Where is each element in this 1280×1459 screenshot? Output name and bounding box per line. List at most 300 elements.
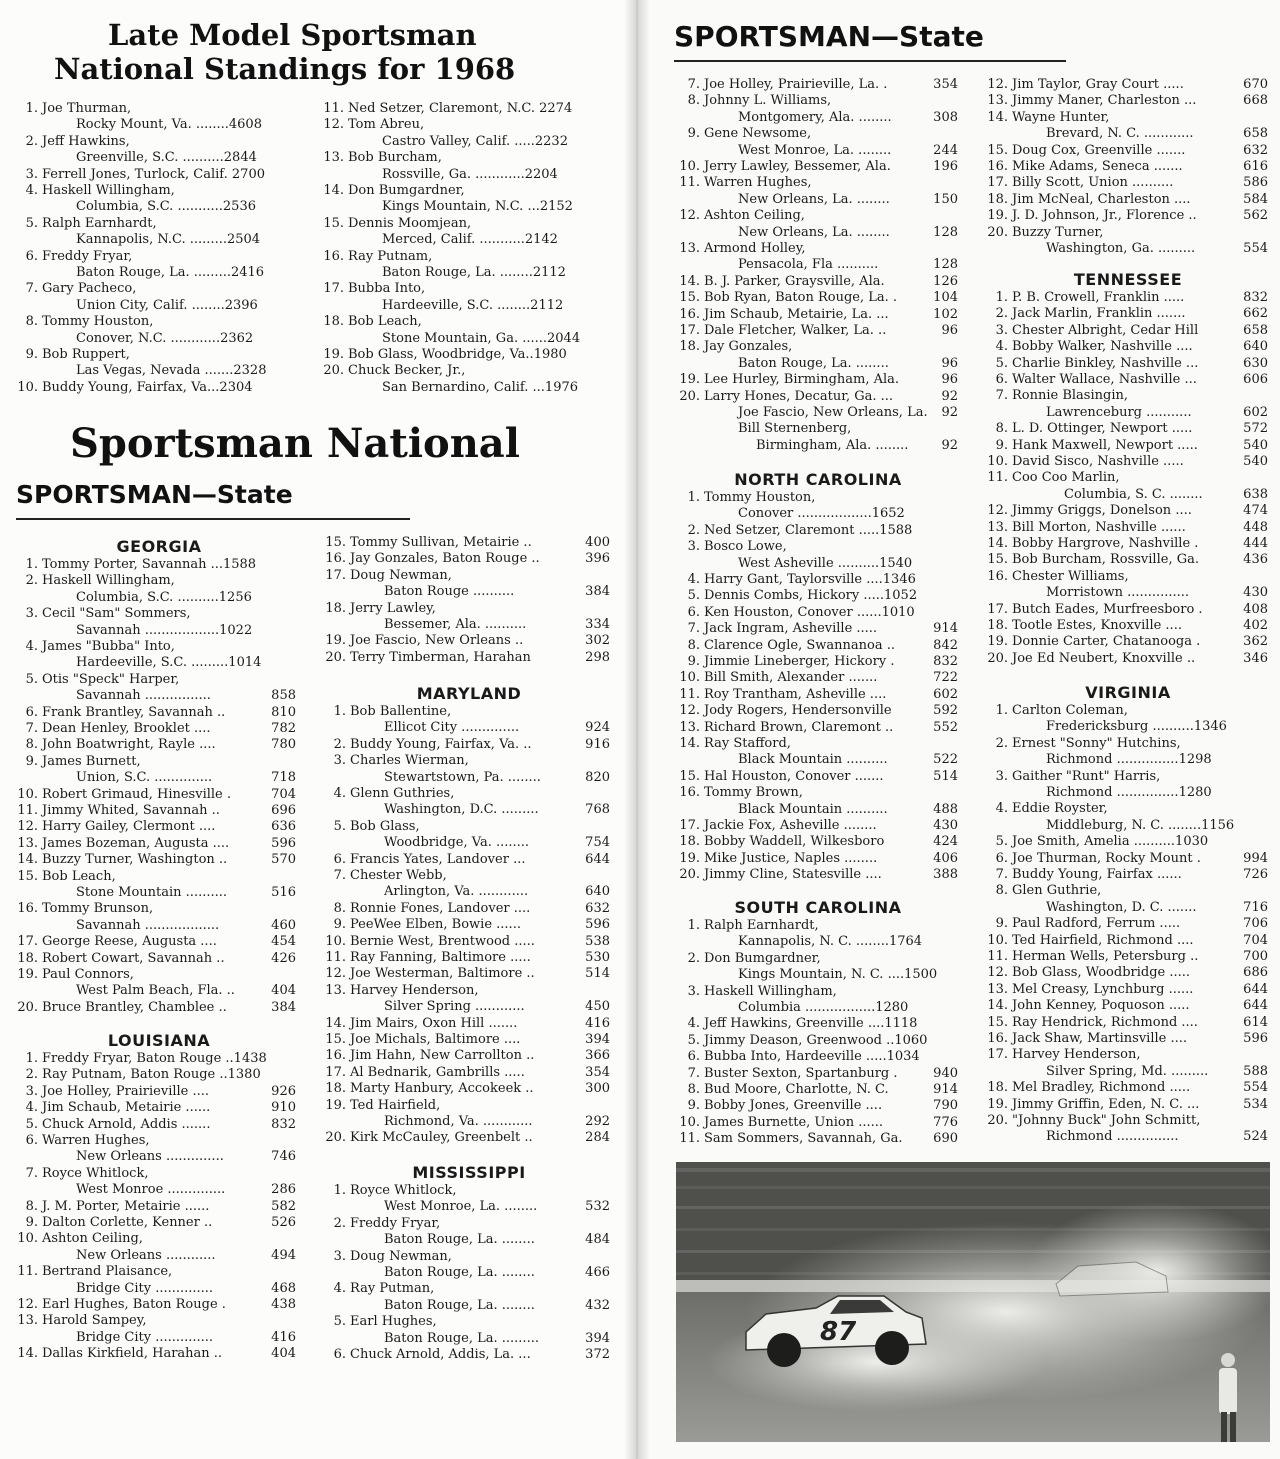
standings-row bbox=[676, 126, 958, 142]
rank-number: 9. bbox=[333, 917, 346, 933]
rank-number: 11. bbox=[679, 686, 700, 702]
standings-row-continuation bbox=[322, 584, 610, 600]
driver-entry: Bill Morton, Nashville ...... bbox=[1012, 519, 1186, 535]
standings-row bbox=[320, 314, 612, 330]
driver-entry: Jimmy Whited, Savannah .. bbox=[42, 803, 220, 818]
standings-row bbox=[984, 965, 1268, 981]
driver-entry: Ray Putman, bbox=[350, 1281, 435, 1297]
rank-number: 14. bbox=[679, 736, 700, 751]
rank-number: 10. bbox=[325, 933, 346, 949]
rank-number: 14. bbox=[987, 536, 1008, 551]
standings-row-continuation bbox=[984, 785, 1268, 801]
rank-number: 16. bbox=[987, 568, 1008, 584]
driver-entry: Ashton Ceiling, bbox=[42, 1231, 143, 1247]
standings-row-continuation bbox=[14, 1149, 296, 1165]
driver-entry: Ken Houston, Conover ......1010 bbox=[704, 604, 915, 620]
driver-entry: Johnny L. Williams, bbox=[704, 93, 832, 109]
rank-number: 18. bbox=[679, 339, 700, 355]
standings-row-continuation bbox=[14, 117, 300, 133]
photo-car-number: 87 bbox=[820, 1317, 857, 1347]
standings-row bbox=[322, 704, 610, 720]
points-value: 488 bbox=[933, 801, 958, 817]
rank-number: 18. bbox=[987, 618, 1008, 633]
standings-row-continuation bbox=[676, 438, 958, 454]
rank-number: 7. bbox=[687, 77, 700, 92]
standings-row bbox=[14, 787, 296, 803]
driver-entry: Bessemer, Ala. .......... bbox=[384, 617, 527, 632]
standings-row bbox=[984, 569, 1268, 585]
standings-row bbox=[984, 651, 1268, 667]
rank-number: 9. bbox=[25, 1215, 38, 1230]
standings-row bbox=[676, 539, 958, 555]
driver-entry: Middleburg, N. C. ........1156 bbox=[1046, 817, 1235, 833]
driver-entry: Black Mountain .......... bbox=[738, 801, 888, 817]
rank-number: 15. bbox=[323, 215, 344, 231]
standings-row bbox=[320, 117, 612, 133]
driver-entry: Armond Holley, bbox=[704, 241, 806, 256]
points-value: 716 bbox=[1243, 899, 1268, 915]
standings-row bbox=[676, 785, 958, 801]
standings-row bbox=[676, 290, 958, 306]
standings-row bbox=[14, 1166, 296, 1182]
rank-number: 12. bbox=[17, 819, 38, 835]
standings-row bbox=[14, 1133, 296, 1149]
points-value: 298 bbox=[585, 649, 610, 665]
standings-row bbox=[984, 470, 1268, 486]
standings-row bbox=[322, 753, 610, 769]
standings-row bbox=[984, 503, 1268, 519]
driver-entry: Tootle Estes, Knoxville .... bbox=[1012, 618, 1182, 633]
standings-row-continuation bbox=[676, 934, 958, 950]
rank-number: 2. bbox=[25, 573, 38, 589]
rank-number: 5. bbox=[995, 355, 1008, 371]
standings-row-continuation bbox=[14, 623, 296, 639]
driver-entry: Morristown ............... bbox=[1046, 585, 1190, 601]
points-value: 582 bbox=[271, 1198, 296, 1214]
rank-number: 7. bbox=[687, 1065, 700, 1081]
points-value: 832 bbox=[933, 654, 958, 669]
driver-entry: Richmond, Va. ............ bbox=[384, 1114, 533, 1129]
rank-number: 8. bbox=[687, 1082, 700, 1097]
driver-entry: Freddy Fryar, bbox=[42, 248, 133, 264]
rank-number: 18. bbox=[679, 834, 700, 850]
standings-row bbox=[984, 323, 1268, 339]
standings-row bbox=[320, 101, 612, 117]
rank-number: 8. bbox=[25, 314, 38, 330]
points-value: 810 bbox=[271, 704, 296, 720]
sportsman-national-title: Sportsman National bbox=[70, 420, 520, 467]
standings-row-continuation bbox=[320, 232, 612, 248]
points-value: 540 bbox=[1243, 454, 1268, 469]
standings-row-continuation bbox=[676, 192, 958, 208]
standings-row bbox=[322, 568, 610, 584]
points-value: 704 bbox=[1243, 932, 1268, 948]
points-value: 532 bbox=[585, 1199, 610, 1215]
rank-number: 16. bbox=[679, 306, 700, 322]
points-value: 820 bbox=[585, 769, 610, 785]
rank-number: 14. bbox=[987, 109, 1008, 125]
standings-row bbox=[14, 639, 296, 655]
driver-entry: Earl Hughes, Baton Rouge . bbox=[42, 1297, 226, 1312]
driver-entry: Birmingham, Ala. ........ bbox=[756, 437, 909, 453]
rank-number: 11. bbox=[17, 803, 38, 818]
driver-entry: Tommy Houston, bbox=[704, 490, 816, 505]
driver-entry: Robert Cowart, Savannah .. bbox=[42, 950, 225, 966]
points-value: 780 bbox=[271, 737, 296, 753]
points-value: 668 bbox=[1243, 93, 1268, 109]
standings-row bbox=[676, 208, 958, 224]
driver-entry: Bob Ryan, Baton Rouge, La. . bbox=[704, 290, 898, 306]
driver-entry: Gene Newsome, bbox=[704, 126, 812, 142]
points-value: 92 bbox=[941, 388, 958, 404]
driver-entry: Robert Grimaud, Hinesville . bbox=[42, 786, 232, 802]
driver-entry: Bob Burcham, Rossville, Ga. bbox=[1012, 552, 1199, 568]
rank-number: 6. bbox=[995, 372, 1008, 387]
standings-row bbox=[14, 1199, 296, 1215]
points-value: 444 bbox=[1243, 536, 1268, 551]
title-rule-right bbox=[674, 60, 1066, 62]
standings-row-continuation bbox=[984, 900, 1268, 916]
driver-entry: Bertrand Plaisance, bbox=[42, 1264, 173, 1280]
points-value: 754 bbox=[585, 835, 610, 851]
rank-number: 1. bbox=[25, 101, 38, 116]
rank-number: 5. bbox=[333, 1314, 346, 1330]
standings-row-continuation bbox=[984, 719, 1268, 735]
points-value: 554 bbox=[1243, 1080, 1268, 1096]
driver-entry: Ray Fanning, Baltimore ..... bbox=[350, 950, 531, 965]
points-value: 96 bbox=[941, 323, 958, 338]
points-value: 494 bbox=[271, 1247, 296, 1263]
driver-entry: Baton Rouge, La. ........ bbox=[384, 1265, 535, 1280]
standings-row-continuation bbox=[320, 134, 612, 150]
points-value: 292 bbox=[585, 1114, 610, 1129]
points-value: 592 bbox=[933, 703, 958, 719]
driver-entry: West Monroe .............. bbox=[76, 1182, 226, 1198]
driver-entry: Chuck Arnold, Addis, La. ... bbox=[350, 1347, 531, 1362]
driver-entry: Silver Spring, Md. ......... bbox=[1046, 1063, 1209, 1079]
standings-row bbox=[984, 618, 1268, 634]
driver-entry: Bob Burcham, bbox=[348, 150, 442, 166]
driver-entry: Ned Setzer, Claremont, N.C. 2274 bbox=[348, 101, 573, 116]
standings-row bbox=[322, 1130, 610, 1146]
standings-row-continuation bbox=[320, 265, 612, 281]
driver-entry: New Orleans ............ bbox=[76, 1247, 216, 1263]
points-value: 366 bbox=[585, 1048, 610, 1064]
points-value: 644 bbox=[1243, 981, 1268, 997]
driver-entry: Lawrenceburg ........... bbox=[1046, 404, 1192, 420]
driver-entry: Bobby Jones, Greenville .... bbox=[704, 1098, 883, 1114]
standings-row bbox=[676, 1033, 958, 1049]
points-value: 406 bbox=[933, 850, 958, 866]
points-value: 662 bbox=[1243, 306, 1268, 322]
driver-entry: Baton Rouge, La. .........2416 bbox=[76, 265, 265, 280]
points-value: 126 bbox=[933, 273, 958, 289]
standings-row bbox=[676, 621, 958, 637]
standings-row bbox=[322, 819, 610, 835]
standings-row bbox=[14, 869, 296, 885]
points-value: 522 bbox=[933, 752, 958, 768]
driver-entry: Freddy Fryar, Baton Rouge ..1438 bbox=[42, 1051, 267, 1066]
points-value: 640 bbox=[585, 884, 610, 900]
rank-number: 14. bbox=[17, 1346, 38, 1362]
points-value: 910 bbox=[271, 1100, 296, 1116]
driver-entry: Ray Stafford, bbox=[704, 736, 791, 751]
standings-row bbox=[984, 290, 1268, 306]
points-value: 658 bbox=[1243, 322, 1268, 338]
driver-entry: Doug Cox, Greenville ....... bbox=[1012, 142, 1186, 158]
driver-entry: Haskell Willingham, bbox=[704, 983, 837, 999]
points-value: 572 bbox=[1243, 421, 1268, 437]
driver-entry: Don Bumgardner, bbox=[704, 950, 821, 966]
rank-number: 12. bbox=[325, 966, 346, 982]
standings-row-continuation bbox=[322, 999, 610, 1015]
standings-row bbox=[676, 851, 958, 867]
driver-entry: Doug Newman, bbox=[350, 567, 452, 583]
standings-row-continuation bbox=[676, 1000, 958, 1016]
points-value: 706 bbox=[1243, 916, 1268, 932]
standings-row bbox=[984, 602, 1268, 618]
rank-number: 13. bbox=[17, 835, 38, 851]
standings-row bbox=[984, 93, 1268, 109]
points-value: 372 bbox=[585, 1347, 610, 1362]
rank-number: 1. bbox=[687, 918, 700, 933]
driver-entry: Richard Brown, Claremont .. bbox=[704, 719, 894, 735]
driver-entry: Dallas Kirkfield, Harahan .. bbox=[42, 1346, 223, 1362]
rank-number: 1. bbox=[687, 490, 700, 505]
rank-number: 13. bbox=[323, 150, 344, 166]
points-value: 790 bbox=[933, 1098, 958, 1114]
standings-row bbox=[676, 588, 958, 604]
driver-entry: Joe Thurman, Rocky Mount . bbox=[1012, 850, 1201, 866]
points-value: 636 bbox=[271, 819, 296, 835]
standings-row-continuation bbox=[676, 506, 958, 522]
driver-entry: Rocky Mount, Va. ........4608 bbox=[76, 117, 262, 133]
driver-entry: Brevard, N. C. ............ bbox=[1046, 126, 1194, 142]
driver-entry: James Burnett, bbox=[42, 753, 141, 769]
rank-number: 19. bbox=[325, 1097, 346, 1113]
driver-entry: Mike Adams, Seneca ....... bbox=[1012, 159, 1183, 174]
points-value: 534 bbox=[1243, 1096, 1268, 1112]
standings-row bbox=[14, 1000, 296, 1016]
standings-row bbox=[14, 101, 300, 117]
standings-row-continuation bbox=[984, 487, 1268, 503]
standings-row bbox=[984, 982, 1268, 998]
driver-entry: Richmond ...............1280 bbox=[1046, 785, 1212, 800]
rank-number: 13. bbox=[325, 982, 346, 998]
points-value: 438 bbox=[271, 1297, 296, 1312]
rank-number: 10. bbox=[679, 1114, 700, 1130]
rank-number: 3. bbox=[25, 606, 38, 622]
standings-row bbox=[676, 720, 958, 736]
rank-number: 18. bbox=[987, 1080, 1008, 1096]
rank-number: 8. bbox=[687, 637, 700, 653]
standings-row bbox=[14, 1231, 296, 1247]
standings-row-continuation bbox=[14, 232, 300, 248]
points-value: 466 bbox=[585, 1265, 610, 1280]
rank-number: 3. bbox=[25, 1083, 38, 1099]
standings-row-continuation bbox=[984, 585, 1268, 601]
north-carolina-heading: NORTH CAROLINA bbox=[734, 470, 902, 489]
rank-number: 17. bbox=[679, 818, 700, 833]
standings-row bbox=[14, 249, 300, 265]
driver-entry: Ellicot City .............. bbox=[384, 720, 520, 736]
driver-entry: Francis Yates, Landover ... bbox=[350, 851, 526, 867]
driver-entry: Merced, Calif. ...........2142 bbox=[382, 232, 558, 248]
driver-entry: Richmond ...............1298 bbox=[1046, 752, 1212, 768]
driver-entry: Bob Glass, Woodbridge ..... bbox=[1012, 965, 1191, 981]
standings-row bbox=[320, 150, 612, 166]
driver-entry: Richmond ............... bbox=[1046, 1129, 1179, 1145]
driver-entry: Stone Mountain, Ga. ......2044 bbox=[382, 330, 581, 346]
driver-entry: Savannah ..................1022 bbox=[76, 622, 253, 638]
standings-row bbox=[984, 438, 1268, 454]
rank-number: 7. bbox=[25, 1165, 38, 1181]
standings-row bbox=[320, 249, 612, 265]
driver-entry: Bob Glass, bbox=[350, 818, 420, 834]
standings-row bbox=[676, 867, 958, 883]
driver-entry: Joe Fascio, New Orleans, La. bbox=[738, 405, 928, 420]
standings-row bbox=[984, 356, 1268, 372]
standings-row bbox=[322, 1081, 610, 1097]
points-value: 388 bbox=[933, 867, 958, 883]
rank-number: 2. bbox=[687, 522, 700, 538]
rank-number: 2. bbox=[333, 736, 346, 752]
driver-entry: Tom Abreu, bbox=[348, 117, 425, 133]
driver-entry: Chester Williams, bbox=[1012, 568, 1129, 584]
rank-number: 7. bbox=[995, 388, 1008, 404]
points-value: 460 bbox=[271, 917, 296, 933]
points-value: 396 bbox=[585, 551, 610, 567]
standings-row-continuation bbox=[14, 918, 296, 934]
rank-number: 16. bbox=[17, 901, 38, 917]
rank-number: 5. bbox=[687, 588, 700, 604]
points-value: 726 bbox=[1243, 867, 1268, 882]
driver-entry: Joe Michals, Baltimore .... bbox=[350, 1032, 521, 1047]
standings-row-continuation bbox=[322, 617, 610, 633]
standings-row-continuation bbox=[322, 1232, 610, 1248]
driver-entry: Savannah .................. bbox=[76, 917, 220, 933]
rank-number: 4. bbox=[333, 786, 346, 801]
title-rule-left bbox=[16, 518, 410, 520]
rank-number: 11. bbox=[325, 950, 346, 965]
standings-row-continuation bbox=[14, 590, 296, 606]
points-value: 104 bbox=[933, 290, 958, 306]
standings-row-continuation bbox=[14, 363, 300, 379]
driver-entry: Joe Fascio, New Orleans .. bbox=[350, 633, 524, 649]
points-value: 994 bbox=[1243, 850, 1268, 866]
points-value: 300 bbox=[585, 1081, 610, 1097]
driver-entry: Charles Wierman, bbox=[350, 753, 469, 769]
points-value: 286 bbox=[271, 1182, 296, 1198]
rank-number: 3. bbox=[687, 983, 700, 999]
points-value: 596 bbox=[1243, 1031, 1268, 1046]
standings-row-continuation bbox=[14, 1281, 296, 1297]
driver-entry: Bud Moore, Charlotte, N. C. bbox=[704, 1082, 889, 1097]
driver-entry: Jim Schaub, Metairie ...... bbox=[42, 1100, 211, 1116]
points-value: 404 bbox=[271, 983, 296, 999]
driver-entry: Dennis Combs, Hickory .....1052 bbox=[704, 588, 918, 604]
driver-entry: Harry Gailey, Clermont .... bbox=[42, 819, 216, 835]
standings-row bbox=[14, 1264, 296, 1280]
driver-entry: Billy Scott, Union .......... bbox=[1012, 175, 1174, 191]
driver-entry: Ashton Ceiling, bbox=[704, 208, 805, 224]
driver-entry: Columbia, S. C. ........ bbox=[1064, 486, 1203, 502]
standings-row bbox=[984, 306, 1268, 322]
points-value: 632 bbox=[1243, 142, 1268, 158]
driver-entry: Otis "Speck" Harper, bbox=[42, 671, 180, 687]
driver-entry: Woodbridge, Va. ........ bbox=[384, 835, 530, 851]
points-value: 690 bbox=[933, 1131, 958, 1147]
standings-row bbox=[14, 281, 300, 297]
rank-number: 3. bbox=[995, 322, 1008, 338]
driver-entry: Bobby Waddell, Wilkesboro bbox=[704, 834, 885, 850]
standings-row-continuation bbox=[676, 421, 958, 437]
standings-row bbox=[322, 1183, 610, 1199]
driver-entry: Rossville, Ga. ............2204 bbox=[382, 166, 558, 182]
driver-entry: Bruce Brantley, Chamblee .. bbox=[42, 999, 227, 1015]
standings-row bbox=[984, 339, 1268, 355]
driver-entry: Harry Gant, Taylorsville ....1346 bbox=[704, 572, 916, 587]
rank-number: 3. bbox=[333, 1248, 346, 1264]
rank-number: 20. bbox=[325, 1130, 346, 1146]
points-value: 696 bbox=[271, 803, 296, 818]
driver-entry: Tommy Porter, Savannah ...1588 bbox=[42, 557, 257, 572]
driver-entry: Columbia, S.C. ...........2536 bbox=[76, 199, 256, 215]
points-value: 430 bbox=[1243, 585, 1268, 601]
rank-number: 4. bbox=[995, 339, 1008, 355]
points-value: 916 bbox=[585, 736, 610, 752]
driver-entry: Chester Webb, bbox=[350, 868, 447, 883]
driver-entry: Jimmy Deason, Greenwood ..1060 bbox=[704, 1032, 928, 1048]
points-value: 940 bbox=[933, 1065, 958, 1081]
points-value: 768 bbox=[585, 802, 610, 818]
standings-row bbox=[676, 323, 958, 339]
driver-entry: Bridge City .............. bbox=[76, 1329, 214, 1345]
rank-number: 5. bbox=[25, 671, 38, 687]
points-value: 426 bbox=[271, 950, 296, 966]
driver-entry: Joe Holley, Prairieville, La. . bbox=[704, 77, 888, 92]
standings-row-continuation bbox=[320, 380, 612, 396]
standings-row bbox=[14, 557, 296, 573]
standings-row-continuation bbox=[14, 688, 296, 704]
tennessee-heading: TENNESSEE bbox=[1073, 270, 1183, 289]
rank-number: 17. bbox=[17, 934, 38, 950]
standings-row bbox=[14, 934, 296, 950]
driver-entry: Kings Mountain, N. C. ....1500 bbox=[738, 967, 938, 983]
driver-entry: Warren Hughes, bbox=[704, 175, 812, 191]
rank-number: 10. bbox=[17, 379, 38, 395]
driver-entry: Bill Smith, Alexander ....... bbox=[704, 670, 878, 686]
points-value: 450 bbox=[585, 999, 610, 1015]
driver-entry: Jerry Lawley, bbox=[350, 600, 436, 616]
standings-row bbox=[14, 967, 296, 983]
late-model-title-line1: Late Model Sportsman bbox=[108, 18, 477, 52]
driver-entry: J. M. Porter, Metairie ...... bbox=[42, 1198, 210, 1214]
standings-row bbox=[14, 606, 296, 622]
driver-entry: Herman Wells, Petersburg .. bbox=[1012, 949, 1199, 964]
standings-row-continuation bbox=[676, 405, 958, 421]
standings-row bbox=[322, 934, 610, 950]
standings-row-continuation bbox=[322, 884, 610, 900]
driver-entry: Haskell Willingham, bbox=[42, 573, 175, 589]
rank-number: 19. bbox=[17, 967, 38, 982]
rank-number: 9. bbox=[25, 753, 38, 769]
driver-entry: James Burnette, Union ...... bbox=[704, 1114, 884, 1130]
driver-entry: Greenville, S.C. ..........2844 bbox=[76, 150, 257, 166]
points-value: 686 bbox=[1243, 965, 1268, 981]
standings-row bbox=[14, 347, 300, 363]
points-value: 430 bbox=[933, 818, 958, 833]
